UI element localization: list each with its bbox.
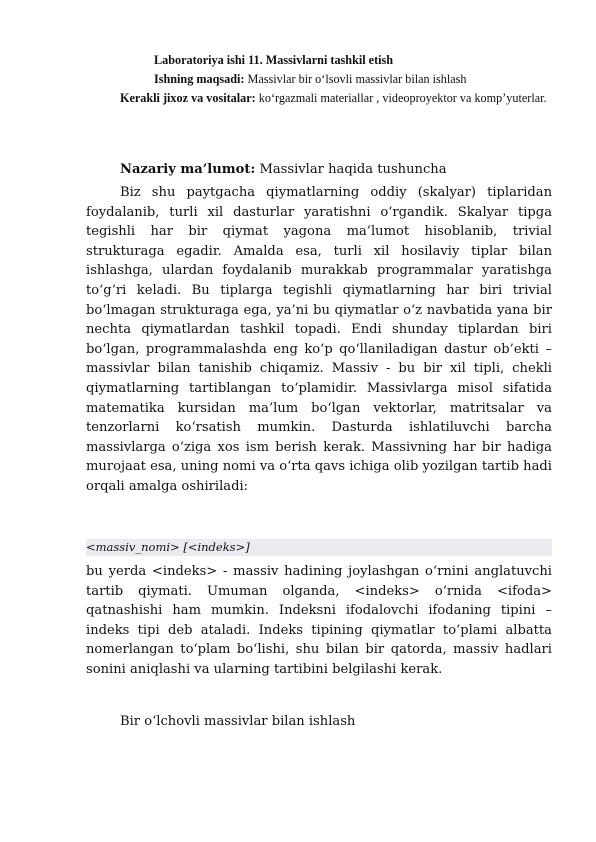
goal-label: Ishning maqsadi: — [154, 72, 245, 86]
goal-line — [86, 70, 552, 89]
paragraph-2: bu yerda <indeks> - massiv hadining joylashgan o‘rnini anglatuvchi tartib qiymati. Umuman olganda, <indeks> o‘rnida <ifoda> qatnashishi ham mumkin. Indeksni ifodalovchi ifodaning tipini – indeks tipi deb ataladi. Indeks tipining qiymatlar to‘plami albatta nomerlangan to‘plam bo‘lishi, shu bilan bir qatorda, massiv hadlari sonini aniqlashi va ularning tartibini belgilashi kerak. — [86, 564, 552, 677]
lab-header — [86, 51, 552, 108]
tools-label: Kerakli jixoz va vositalar: — [120, 91, 256, 105]
goal-text: Massivlar bir o‘lsovli massivlar bilan ishlash — [244, 72, 467, 86]
tools-line — [86, 89, 552, 108]
lab-title: Laboratoriya ishi 11. Massivlarni tashkil etish — [154, 53, 394, 67]
theory-text: Massivlar haqida tushuncha — [255, 162, 447, 177]
theory-label: Nazariy ma’lumot: — [120, 162, 256, 177]
code-line: <massiv_nomi> [<indeks>] — [86, 539, 552, 556]
theory-line — [86, 160, 552, 180]
tools-text: ko‘rgazmali materiallar , videoproyektor va komp’yuterlar. — [255, 91, 547, 105]
subheading: Bir o‘lchovli massivlar bilan ishlash — [120, 714, 356, 729]
paragraph-1: Biz shu paytgacha qiymatlarning oddiy (skalyar) tiplaridan foydalanib, turli xil dasturlar yaratishni o‘rgandik. Skalyar tipga tegishli har bir qiymat yagona ma’lumot hisoblanib, trivial strukturaga egadir. Amalda esa, turli xil hosilaviy tiplar bilan ishlashga, ulardan foydalanib murakkab programmalar yaratishga to‘g‘ri keladi. Bu tiplarga tegishli qiymatlarning har biri trivial bo‘lmagan strukturaga ega, ya’ni bu qiymatlar o‘z navbatida yana bir nechta qiymatlardan tashkil topadi. Endi shunday tiplardan biri bo‘lgan, programmalashda eng ko‘p qo‘llaniladigan dastur ob’ekti – massivlar bilan tanishib chiqamiz. Massiv - bu bir xil tipli, chekli qiymatlarning tartiblangan to‘plamidir. Massivlarga misol sifatida matematika kursidan ma’lum bo‘lgan vektorlar, matritsalar va tenzorlarni ko‘rsatish mumkin. Dasturda ishlatiluvchi barcha massivlarga o‘ziga xos ism berish kerak. Massivning har bir hadiga murojaat esa, uning nomi va o‘rta qavs ichiga olib yozilgan tartib hadi orqali amalga oshiriladi: — [86, 185, 552, 494]
